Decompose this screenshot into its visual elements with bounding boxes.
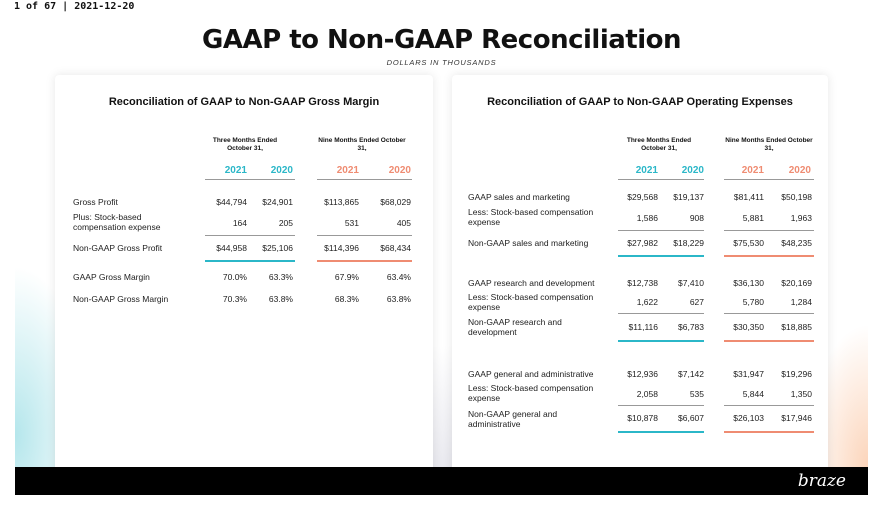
gm-cell: 68.3%	[334, 294, 359, 304]
gm-cell: $44,794	[216, 197, 247, 207]
opex-cell: 1,586	[636, 213, 658, 223]
opex-cell: 5,780	[742, 297, 764, 307]
opex-cell: 1,350	[790, 389, 812, 399]
opex-divider	[618, 313, 704, 314]
opex-cell: $18,229	[673, 238, 704, 248]
gm-underline-teal	[205, 260, 295, 262]
gm-cell: $68,029	[380, 197, 411, 207]
gm-cell: 531	[344, 218, 359, 228]
gm-colgroup-nine-months: Nine Months Ended October 31,	[318, 137, 406, 152]
opex-cell: 535	[689, 389, 704, 399]
opex-divider	[618, 179, 704, 180]
opex-colgroup-three-months: Three Months Ended October 31,	[626, 137, 692, 152]
gm-cell: 205	[278, 218, 293, 228]
opex-cell: $26,103	[733, 413, 764, 423]
opex-underline-teal	[618, 255, 704, 257]
gm-cell: 63.8%	[268, 294, 293, 304]
gm-cell: $44,958	[216, 243, 247, 253]
opex-divider	[618, 230, 704, 231]
gm-cell: 63.8%	[386, 294, 411, 304]
gm-cell: 67.9%	[334, 272, 359, 282]
gm-underline-salmon	[317, 260, 412, 262]
opex-cell: $17,946	[781, 413, 812, 423]
opex-cell: $6,783	[678, 322, 704, 332]
opex-year-3m-2020: 2020	[681, 165, 704, 176]
opex-cell: 5,881	[742, 213, 764, 223]
gm-cell: 164	[232, 218, 247, 228]
opex-cell: $20,169	[781, 278, 812, 288]
opex-cell: $75,530	[733, 238, 764, 248]
slide	[15, 15, 868, 495]
opex-cell: 5,844	[742, 389, 764, 399]
opex-cell: 627	[689, 297, 704, 307]
opex-row-label: Non-GAAP general and administrative	[468, 409, 558, 429]
opex-divider	[724, 405, 814, 406]
opex-cell: $7,142	[678, 369, 704, 379]
gm-year-3m-2020: 2020	[270, 165, 293, 176]
opex-cell: $19,296	[781, 369, 812, 379]
opex-cell: $50,198	[781, 192, 812, 202]
opex-cell: $11,116	[628, 322, 658, 332]
gm-cell: $68,434	[380, 243, 411, 253]
opex-cell: $27,982	[627, 238, 658, 248]
opex-row-label: Less: Stock-based compensation expense	[468, 292, 594, 312]
opex-cell: $18,885	[781, 322, 812, 332]
opex-cell: $7,410	[678, 278, 704, 288]
opex-cell: $81,411	[733, 192, 764, 202]
gm-cell: $113,865	[324, 197, 359, 207]
opex-colgroup-nine-months: Nine Months Ended October 31,	[725, 137, 813, 152]
opex-cell: $10,878	[627, 413, 658, 423]
opex-year-3m-2021: 2021	[635, 165, 658, 176]
gm-divider	[205, 179, 295, 180]
gm-cell: $25,106	[262, 243, 293, 253]
gm-year-9m-2021: 2021	[336, 165, 359, 176]
gm-row-label: Non-GAAP Gross Margin	[73, 294, 169, 304]
opex-underline-salmon	[724, 255, 814, 257]
gm-year-9m-2020: 2020	[388, 165, 411, 176]
gm-colgroup-three-months: Three Months Ended October 31,	[212, 137, 278, 152]
gm-cell: 405	[396, 218, 411, 228]
opex-row-label: GAAP sales and marketing	[468, 192, 570, 202]
opex-cell: 1,622	[636, 297, 658, 307]
gm-divider	[205, 235, 295, 236]
gm-cell: $114,396	[324, 243, 359, 253]
gm-divider	[317, 179, 412, 180]
opex-cell: $12,936	[627, 369, 658, 379]
opex-underline-salmon	[724, 340, 814, 342]
gm-cell: 70.3%	[222, 294, 247, 304]
opex-underline-salmon	[724, 431, 814, 433]
opex-cell: 2,058	[636, 389, 658, 399]
gm-cell: $24,901	[262, 197, 293, 207]
opex-cell: 1,963	[790, 213, 812, 223]
braze-logo: braze	[797, 471, 846, 491]
opex-divider	[618, 405, 704, 406]
opex-underline-teal	[618, 431, 704, 433]
slide-title: GAAP to Non-GAAP Reconciliation	[202, 25, 681, 55]
opex-cell: $36,130	[733, 278, 764, 288]
opex-row-label: Less: Stock-based compensation expense	[468, 207, 594, 227]
gross-margin-card	[55, 75, 433, 495]
opex-cell: 1,284	[790, 297, 812, 307]
opex-divider	[724, 179, 814, 180]
gm-row-label: GAAP Gross Margin	[73, 272, 150, 282]
opex-cell: 908	[689, 213, 704, 223]
gm-row-label: Plus: Stock-based compensation expense	[73, 212, 161, 232]
opex-row-label: Non-GAAP research and development	[468, 317, 562, 337]
opex-year-9m-2020: 2020	[788, 165, 811, 176]
gm-cell: 63.4%	[386, 272, 411, 282]
opex-cell: $30,350	[733, 322, 764, 332]
opex-divider	[724, 313, 814, 314]
opex-year-9m-2021: 2021	[741, 165, 764, 176]
gm-cell: 70.0%	[222, 272, 247, 282]
gm-cell: 63.3%	[268, 272, 293, 282]
operating-expenses-card	[452, 75, 828, 495]
opex-cell: $19,137	[673, 192, 704, 202]
gm-row-label: Non-GAAP Gross Profit	[73, 243, 163, 253]
opex-cell: $31,947	[733, 369, 764, 379]
opex-cell: $29,568	[627, 192, 658, 202]
gm-divider	[317, 235, 412, 236]
operating-expenses-title: Reconciliation of GAAP to Non-GAAP Operating Expenses	[487, 96, 793, 108]
page-indicator: 1 of 67 | 2021-12-20	[0, 0, 883, 14]
gm-year-3m-2021: 2021	[224, 165, 247, 176]
opex-underline-teal	[618, 340, 704, 342]
opex-cell: $12,738	[627, 278, 658, 288]
opex-row-label: Less: Stock-based compensation expense	[468, 383, 594, 403]
opex-row-label: Non-GAAP sales and marketing	[468, 238, 589, 248]
slide-subtitle: DOLLARS IN THOUSANDS	[386, 58, 497, 67]
gross-margin-title: Reconciliation of GAAP to Non-GAAP Gross Margin	[108, 96, 380, 108]
opex-row-label: GAAP general and administrative	[468, 369, 594, 379]
opex-divider	[724, 230, 814, 231]
opex-row-label: GAAP research and development	[468, 278, 595, 288]
gm-row-label: Gross Profit	[73, 197, 118, 207]
opex-cell: $48,235	[781, 238, 812, 248]
opex-cell: $6,607	[678, 413, 704, 423]
footer-bar	[15, 467, 868, 495]
